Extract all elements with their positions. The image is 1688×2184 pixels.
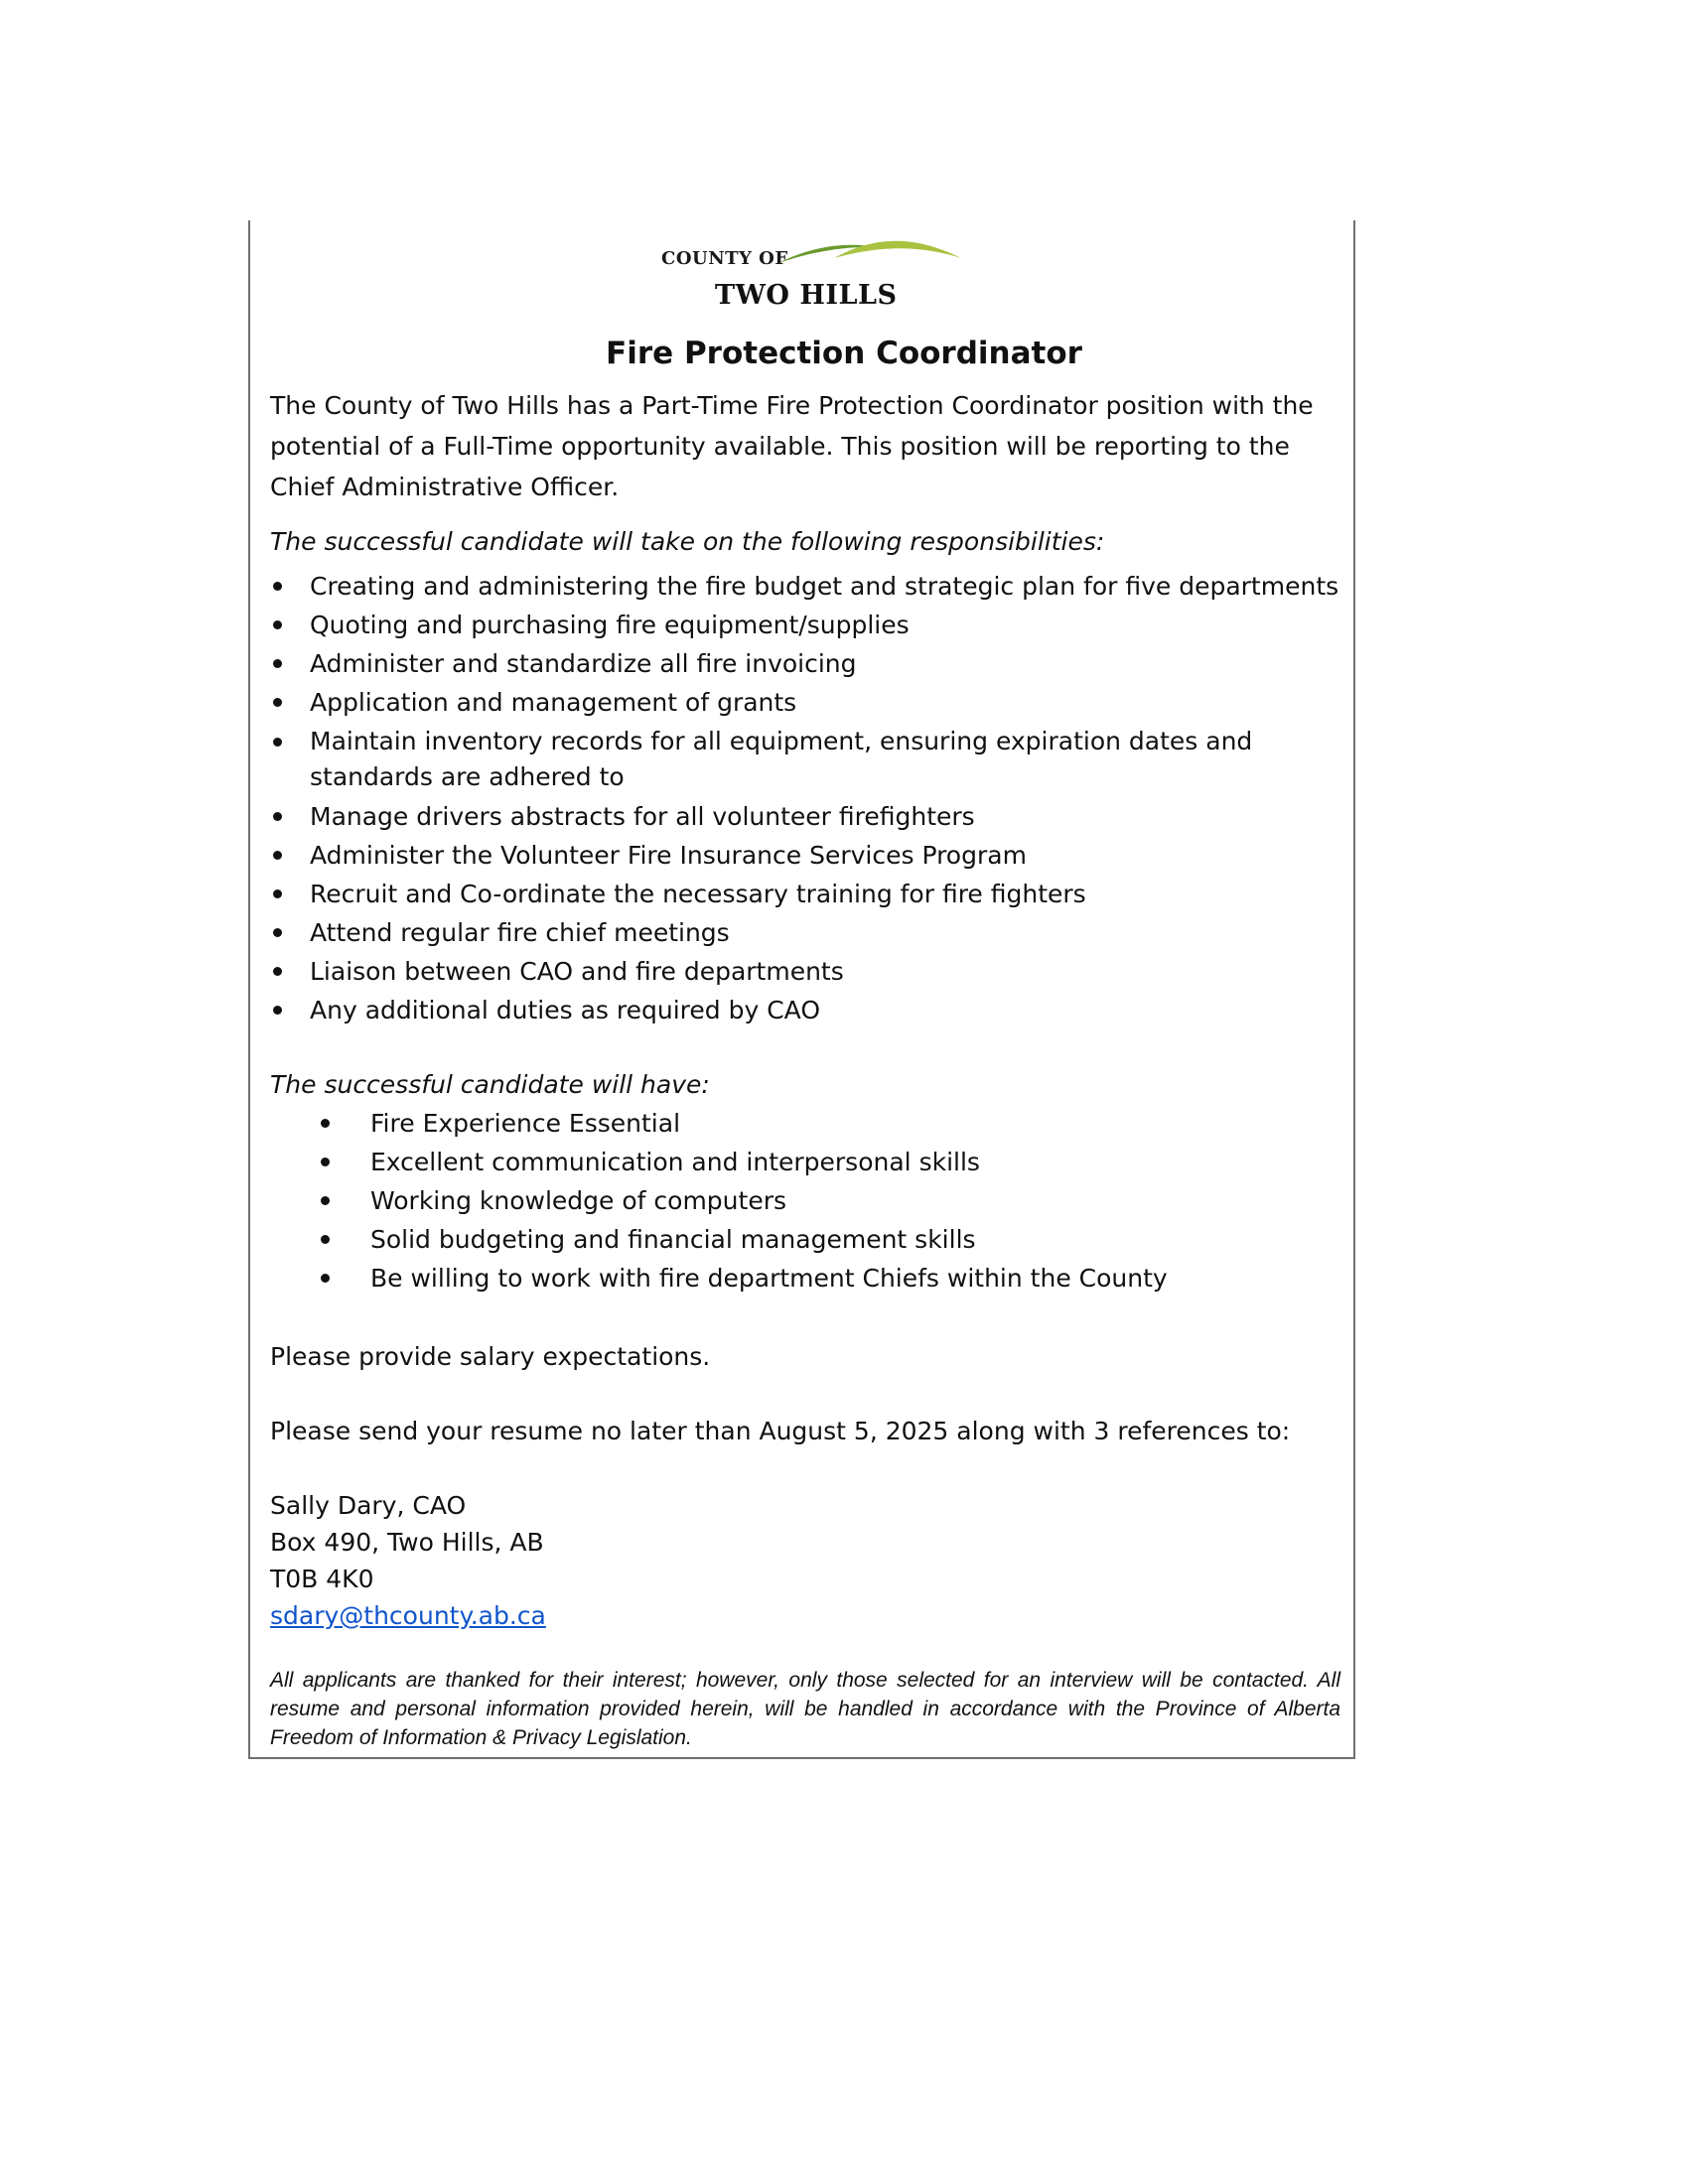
responsibilities-heading: The successful candidate will take on the following responsibilities: (270, 527, 1105, 556)
list-item: Quoting and purchasing fire equipment/supplies (270, 606, 1342, 644)
bullet-icon (273, 582, 282, 591)
bullet-icon (273, 1006, 282, 1015)
list-item: Administer and standardize all fire invoicing (270, 644, 1342, 683)
bullet-icon (321, 1274, 330, 1283)
list-item: Creating and administering the fire budget and strategic plan for five departments (270, 567, 1342, 606)
salary-note: Please provide salary expectations. (270, 1342, 711, 1371)
list-item: Excellent communication and interpersonal skills (316, 1143, 1309, 1181)
list-item: Liaison between CAO and fire departments (270, 952, 1342, 991)
disclaimer: All applicants are thanked for their interest; however, only those selected for an interview will be contacted. All resume and personal information provided herein, will be handled in accordance with the Province of Alberta Freedom of Information & Privacy Legislation. (270, 1669, 1340, 1749)
qualifications-list (316, 1104, 1309, 1297)
bullet-icon (273, 698, 282, 707)
contact-email-wrap (270, 1596, 546, 1636)
qualifications-heading: The successful candidate will have: (270, 1070, 710, 1099)
list-item: Working knowledge of computers (316, 1181, 1309, 1220)
logo-line-1: COUNTY OF (661, 248, 788, 269)
bullet-icon (273, 812, 282, 821)
contact-postal: T0B 4K0 (270, 1565, 374, 1593)
list-item: Solid budgeting and financial management skills (316, 1220, 1309, 1259)
bullet-icon (273, 620, 282, 629)
contact-address: Box 490, Two Hills, AB (270, 1528, 544, 1557)
responsibilities-list (270, 567, 1342, 1029)
bullet-icon (321, 1158, 330, 1166)
send-note: Please send your resume no later than August 5, 2025 along with 3 references to: (270, 1417, 1291, 1445)
list-item: Be willing to work with fire department Chiefs within the County (316, 1259, 1309, 1297)
bullet-icon (273, 889, 282, 898)
list-item: Application and management of grants (270, 683, 1342, 722)
bullet-icon (273, 659, 282, 668)
bullet-icon (273, 851, 282, 860)
list-item: Manage drivers abstracts for all volunteer firefighters (270, 797, 1342, 836)
bullet-icon (321, 1196, 330, 1205)
intro-paragraph: The County of Two Hills has a Part-Time Fire Protection Coordinator position with the potential of a Full-Time opportunity available. This position will be reporting to the Chief Administrative Officer. (270, 391, 1314, 501)
list-item: Any additional duties as required by CAO (270, 991, 1342, 1029)
list-item: Maintain inventory records for all equipment, ensuring expiration dates and standards are adhered to (270, 722, 1342, 797)
page-title: Fire Protection Coordinator (606, 336, 1082, 371)
bullet-icon (321, 1119, 330, 1128)
list-item: Attend regular fire chief meetings (270, 913, 1342, 952)
list-item: Recruit and Co-ordinate the necessary training for fire fighters (270, 875, 1342, 913)
bullet-icon (273, 967, 282, 976)
bullet-icon (273, 738, 282, 747)
logo-line-2: TWO HILLS (715, 280, 898, 311)
list-item: Administer the Volunteer Fire Insurance Services Program (270, 836, 1342, 875)
contact-email-link[interactable]: sdary@thcounty.ab.ca (270, 1601, 546, 1630)
county-logo (655, 236, 963, 316)
bullet-icon (321, 1235, 330, 1244)
contact-name: Sally Dary, CAO (270, 1491, 467, 1520)
bullet-icon (273, 928, 282, 937)
list-item: Fire Experience Essential (316, 1104, 1309, 1143)
hills-logo-icon (774, 236, 963, 276)
